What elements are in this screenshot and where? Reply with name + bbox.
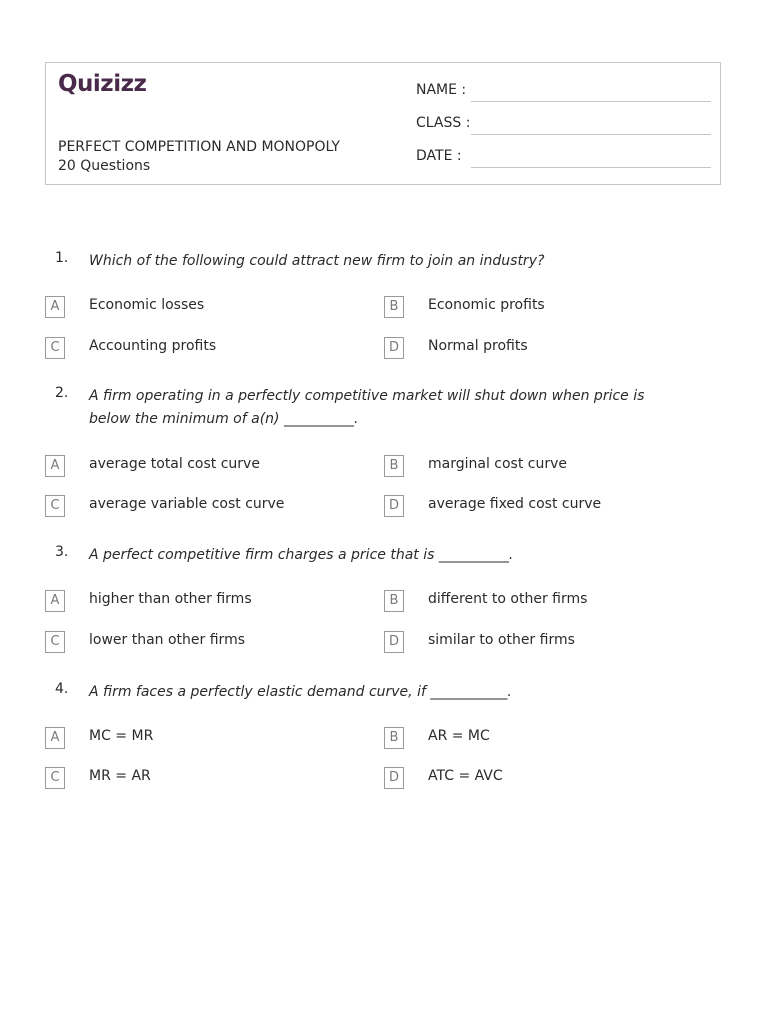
class-label: CLASS : <box>416 115 471 131</box>
option-text: average fixed cost curve <box>428 496 602 512</box>
option-text: ATC = AVC <box>428 768 503 784</box>
option-letter-box: A <box>45 296 65 318</box>
option-text: MC = MR <box>89 728 154 744</box>
question-number: 4. <box>55 681 69 697</box>
option-letter-box: B <box>384 727 404 749</box>
class-line <box>471 134 711 135</box>
option-letter-box: A <box>45 455 65 477</box>
option-text: Economic losses <box>89 297 205 313</box>
question-text: A firm faces a perfectly elastic demand curve, if ___________. <box>89 684 512 700</box>
option-letter-box: C <box>45 337 65 359</box>
option-text: marginal cost curve <box>428 456 568 472</box>
question-text: A perfect competitive firm charges a price that is __________. <box>89 547 514 563</box>
option-letter-box: C <box>45 495 65 517</box>
option-text: Normal profits <box>428 338 528 354</box>
worksheet-header <box>45 62 721 185</box>
option-letter-box: B <box>384 296 404 318</box>
option-letter-box: D <box>384 631 404 653</box>
question-text: Which of the following could attract new firm to join an industry? <box>89 253 545 269</box>
option-letter-box: D <box>384 495 404 517</box>
option-text: higher than other firms <box>89 591 252 607</box>
option-text: average variable cost curve <box>89 496 285 512</box>
option-text: Accounting profits <box>89 338 217 354</box>
date-line <box>471 167 711 168</box>
name-line <box>471 101 711 102</box>
question-count: 20 Questions <box>58 158 151 174</box>
question-text: A firm operating in a perfectly competitive market will shut down when price is below the minimum of a(n) __________. <box>89 388 645 427</box>
option-letter-box: A <box>45 590 65 612</box>
name-label: NAME : <box>416 82 467 98</box>
quiz-title: PERFECT COMPETITION AND MONOPOLY <box>58 139 340 155</box>
option-text: similar to other firms <box>428 632 575 648</box>
date-label: DATE : <box>416 148 462 164</box>
quizizz-logo: Quizizz <box>58 71 147 97</box>
option-text: lower than other firms <box>89 632 245 648</box>
option-text: AR = MC <box>428 728 490 744</box>
question-number: 1. <box>55 250 69 266</box>
option-letter-box: B <box>384 590 404 612</box>
option-text: average total cost curve <box>89 456 260 472</box>
option-text: MR = AR <box>89 768 151 784</box>
option-letter-box: B <box>384 455 404 477</box>
option-text: different to other firms <box>428 591 588 607</box>
option-letter-box: D <box>384 337 404 359</box>
question-number: 2. <box>55 385 69 401</box>
option-letter-box: D <box>384 767 404 789</box>
option-letter-box: C <box>45 631 65 653</box>
option-letter-box: A <box>45 727 65 749</box>
option-letter-box: C <box>45 767 65 789</box>
question-number: 3. <box>55 544 69 560</box>
option-text: Economic profits <box>428 297 545 313</box>
